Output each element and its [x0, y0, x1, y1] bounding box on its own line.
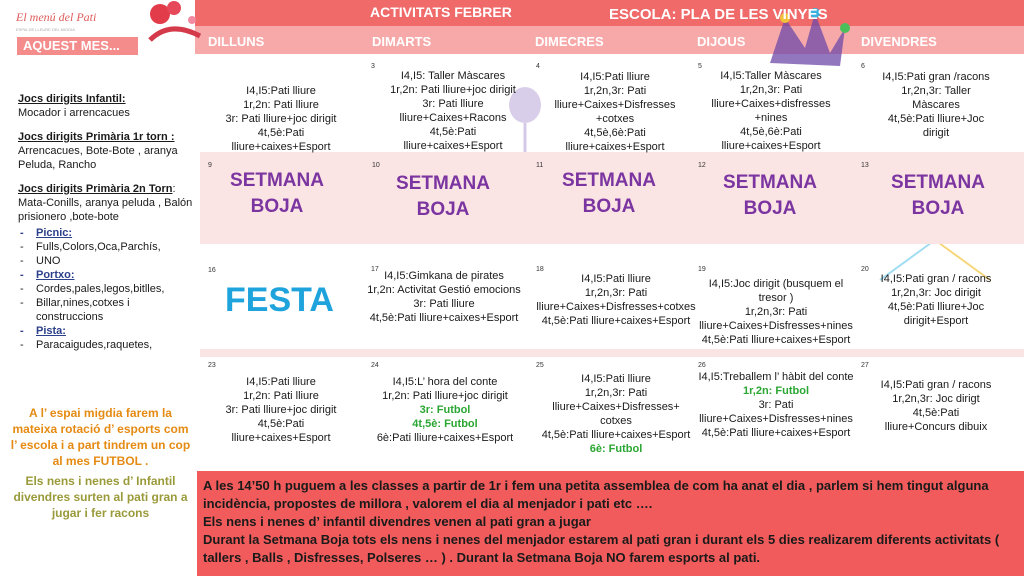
day-number: 5: [698, 63, 702, 70]
activity-line: I4,I5:L’ hora del conte: [392, 376, 498, 388]
activity-line: I4,I5:Pati gran /racons: [882, 71, 990, 83]
day-number: 4: [536, 63, 540, 70]
activity-line: 1r,2n: Pati lliure: [243, 99, 319, 111]
activity-line: 4t,5è:Pati lliure+Joc: [887, 113, 985, 125]
activity-line: +nines: [754, 112, 788, 124]
week1-thu: [690, 69, 852, 153]
list-item: - Fulls,Colors,Oca,Parchís,: [18, 240, 196, 254]
primaria1-section: [18, 130, 196, 172]
week4-fri: [855, 378, 1017, 434]
logo-subtext: ESPAI DE LLEURE DEL MIGDIA: [16, 27, 75, 32]
festa-label: FESTA: [225, 281, 334, 319]
setmana-boja-mon: [196, 168, 358, 220]
infantil-title: Jocs dirigits Infantil:: [18, 93, 126, 105]
activity-line: I4,I5:Pati lliure: [581, 273, 651, 285]
activity-line: I4,I5:Pati lliure: [246, 376, 316, 388]
week1-wed: [534, 70, 696, 154]
activity-line: 4t,5è:Pati: [912, 407, 960, 419]
day-number: 10: [372, 162, 380, 169]
activity-line: I4,I5:Taller Màscares: [720, 70, 822, 82]
primaria2-title: Jocs dirigits Primària 2n Torn: [18, 183, 173, 195]
activity-line: 1r,2n,3r: Taller: [901, 85, 971, 97]
sidebar: [18, 92, 196, 352]
week4-wed: [530, 372, 702, 456]
week4-tue: [360, 375, 530, 445]
activity-line: 4t,5è,6è:Pati: [740, 126, 802, 138]
activity-line: 4t,5è:Pati lliure+caixes+Esport: [369, 312, 519, 324]
setmana-boja-wed: [528, 168, 690, 220]
activity-line: 1r,2n: Activitat Gestió emocions: [367, 284, 521, 296]
activity-line: lliure+Concurs dibuix: [884, 421, 988, 433]
futbol-line: 1r,2n: Futbol: [743, 385, 809, 397]
activity-line: 1r,2n,3r: Pati: [584, 287, 648, 299]
infantil-text: Mocador i arrencacues: [18, 107, 130, 119]
day-number: 23: [208, 362, 216, 369]
activity-line: lliure+Caixes+Disfresses+nines: [699, 320, 853, 332]
activity-line: I4,I5: Taller Màscares: [400, 70, 506, 82]
pista-title: - Pista:: [18, 324, 196, 338]
note-infantil: Els nens i nenes d’ Infantil divendres surten al pati gran a jugar i fer racons: [13, 474, 188, 520]
activity-line: lliure+Caixes+Disfresses+nines: [699, 413, 853, 425]
footer-paragraph: Els nens i nenes d’ infantil divendres venen al pati gran a jugar: [203, 514, 591, 529]
boja-line1: SETMANA: [230, 170, 324, 191]
activity-line: 1r,2n,3r: Pati: [744, 306, 808, 318]
activity-line: 1r,2n,3r: Pati: [739, 84, 803, 96]
primaria1-title: Jocs dirigits Primària 1r torn :: [18, 131, 175, 143]
activity-line: 1r,2n,3r: Pati: [584, 387, 648, 399]
list-item: - Cordes,pales,legos,bitlles,: [18, 282, 196, 296]
boja-line2: BOJA: [743, 198, 797, 219]
activity-line: I4,I5:Pati lliure: [246, 85, 316, 97]
week3-fri: [855, 272, 1017, 328]
activity-line: 3r: Pati lliure: [422, 98, 484, 110]
futbol-line: 6è: Futbol: [589, 443, 643, 455]
day-number: 12: [698, 162, 706, 169]
activity-line: 4t,5è:Pati: [429, 126, 477, 138]
week1-fri: [855, 70, 1017, 140]
sidebar-note: [8, 405, 193, 521]
activity-line: lliure+caixes+Esport: [565, 141, 665, 153]
activity-line: Màscares: [912, 99, 960, 111]
day-header-tue: DIMARTS: [372, 34, 432, 49]
activity-line: I4,I5:Pati lliure: [581, 373, 651, 385]
activity-line: 4t,5è:Pati lliure+caixes+Esport: [701, 427, 851, 439]
day-number: 20: [861, 266, 869, 273]
page-title: ACTIVITATS FEBRER: [370, 4, 512, 20]
list-item: - Paracaigudes,raquetes,: [18, 338, 196, 352]
setmana-boja-fri: [857, 170, 1019, 222]
week3-wed: [530, 272, 702, 328]
infantil-section: [18, 92, 196, 120]
week4-thu: [690, 370, 862, 440]
activity-line: I4,I5:Pati lliure: [580, 71, 650, 83]
day-header-wed: DIMECRES: [535, 34, 604, 49]
activity-line: 3r: Pati lliure: [413, 298, 475, 310]
primaria2-section: [18, 182, 196, 224]
activity-line: lliure+caixes+Esport: [721, 140, 821, 152]
activity-line: 4t,5è:Pati: [257, 418, 305, 430]
boja-line2: BOJA: [416, 199, 470, 220]
activity-line: I4,I5:Treballem l’ hàbit del conte: [698, 371, 854, 383]
week1-tue: [372, 69, 534, 153]
carnival-decoration-icon: [140, 0, 210, 52]
month-label: AQUEST MES...: [17, 37, 138, 55]
logo: [16, 10, 146, 34]
activity-line: 4t,5è:Pati lliure+Joc: [887, 301, 985, 313]
activity-line: I4,I5:Gimkana de pirates: [384, 270, 504, 282]
activity-line: lliure+Caixes+disfresses: [711, 98, 831, 110]
futbol-line: 3r: Futbol: [419, 404, 471, 416]
day-number: 16: [208, 267, 216, 274]
activity-list: [18, 226, 196, 352]
day-header-thu: DIJOUS: [697, 34, 746, 49]
activity-line: lliure+Caixes+Disfresses+cotxes: [536, 301, 696, 313]
activity-line: I4,I5:Joc dirigit (busquem el: [708, 278, 844, 290]
boja-line2: BOJA: [911, 198, 965, 219]
activity-line: 4t,5è:Pati lliure+caixes+Esport: [701, 334, 851, 346]
day-number: 6: [861, 63, 865, 70]
futbol-line: 4t,5è: Futbol: [412, 418, 478, 430]
week4-mon: [200, 375, 362, 445]
day-number: 26: [698, 362, 706, 369]
activity-line: 1r,2n: Pati lliure+joc dirigit: [390, 84, 516, 96]
footer-paragraph: A les 14’50 h puguem a les classes a partir de 1r i fem una petita assemblea de com ha anat el dia , parlem si hem tingut alguna incidència, propostes de millora , valorem el dia al menjador i pati etc ….: [203, 478, 989, 511]
activity-line: 1r,2n,3r: Joc dirigit: [891, 287, 981, 299]
activity-line: 4t,5è:Pati: [257, 127, 305, 139]
week1-mon: [200, 84, 362, 154]
boja-line2: BOJA: [250, 196, 304, 217]
activity-line: lliure+caixes+Esport: [403, 140, 503, 152]
activity-line: 3r: Pati lliure+joc dirigit: [225, 404, 337, 416]
activity-line: 3r: Pati lliure+joc dirigit: [225, 113, 337, 125]
school-name: ESCOLA: PLA DE LES VINYES: [609, 6, 828, 23]
activity-line: 1r,2n: Pati lliure: [243, 390, 319, 402]
primaria1-text: Arrencacues, Bote-Bote , aranya Peluda, Rancho: [18, 145, 178, 171]
activity-line: lliure+Caixes+Racons: [399, 112, 507, 124]
week3-thu: [692, 277, 860, 347]
activity-line: lliure+Caixes+Disfresses+: [552, 401, 680, 413]
activity-line: 4t,5è:Pati lliure+caixes+Esport: [541, 315, 691, 327]
day-number: 13: [861, 162, 869, 169]
list-item: - Billar,nines,cotxes i construccions: [18, 296, 196, 324]
boja-line1: SETMANA: [396, 173, 490, 194]
activity-line: 6è:Pati lliure+caixes+Esport: [376, 432, 514, 444]
boja-line1: SETMANA: [723, 172, 817, 193]
boja-line2: BOJA: [582, 196, 636, 217]
day-number: 18: [536, 266, 544, 273]
setmana-boja-thu: [689, 170, 851, 222]
activity-line: 4t,5è,6è:Pati: [584, 127, 646, 139]
day-header-mon: DILLUNS: [208, 34, 265, 49]
logo-text: El menú del Pati: [16, 10, 97, 24]
primaria2-text: : Mata-Conills, aranya peluda , Balón prisionero ,bote-bote: [18, 183, 193, 223]
day-number: 24: [371, 362, 379, 369]
activity-line: dirigit+Esport: [903, 315, 969, 327]
activity-line: 1r,2n: Pati lliure+joc dirigit: [382, 390, 508, 402]
day-header-fri: DIVENDRES: [861, 34, 937, 49]
week3-tue: [359, 269, 529, 325]
day-number: 27: [861, 362, 869, 369]
activity-line: dirigit: [922, 127, 950, 139]
activity-line: lliure+caixes+Esport: [231, 141, 331, 153]
activity-line: lliure+caixes+Esport: [231, 432, 331, 444]
activity-line: 1r,2n,3r: Joc dirigt: [892, 393, 980, 405]
day-number: 19: [698, 266, 706, 273]
list-item: - UNO: [18, 254, 196, 268]
boja-line1: SETMANA: [562, 170, 656, 191]
day-number: 17: [371, 266, 379, 273]
activity-line: cotxes: [600, 415, 632, 427]
activity-line: 3r: Pati: [758, 399, 794, 411]
portxo-title: - Portxo:: [18, 268, 196, 282]
activity-line: lliure+Caixes+Disfresses: [554, 99, 676, 111]
day-number: 9: [208, 162, 212, 169]
day-number: 25: [536, 362, 544, 369]
activity-line: +cotxes: [595, 113, 635, 125]
picnic-title: - Picnic:: [18, 226, 196, 240]
footer-paragraph: Durant la Setmana Boja tots els nens i nenes del menjador estarem al pati gran i durant els 5 dies realizarem diferents activitats ( tallers , Balls , Disfresses, Polseres … ) . Durant la Setmana Boja NO farem esports al pati.: [203, 532, 1000, 565]
day-number: 11: [536, 162, 544, 169]
activity-line: 1r,2n,3r: Pati: [583, 85, 647, 97]
boja-line1: SETMANA: [891, 172, 985, 193]
footer-notes: [197, 471, 1024, 576]
activity-line: I4,I5:Pati gran / racons: [880, 273, 992, 285]
activity-line: I4,I5:Pati gran / racons: [880, 379, 992, 391]
day-number: 3: [371, 63, 375, 70]
activity-line: tresor ): [758, 292, 794, 304]
note-sports: A l’ espai migdia farem la mateixa rotació d’ esports com l’ escola i a part tindrem un cop al mes FUTBOL .: [10, 406, 191, 468]
week4-band: [200, 349, 1024, 357]
setmana-boja-tue: [362, 171, 524, 223]
activity-line: 4t,5è:Pati lliure+caixes+Esport: [541, 429, 691, 441]
